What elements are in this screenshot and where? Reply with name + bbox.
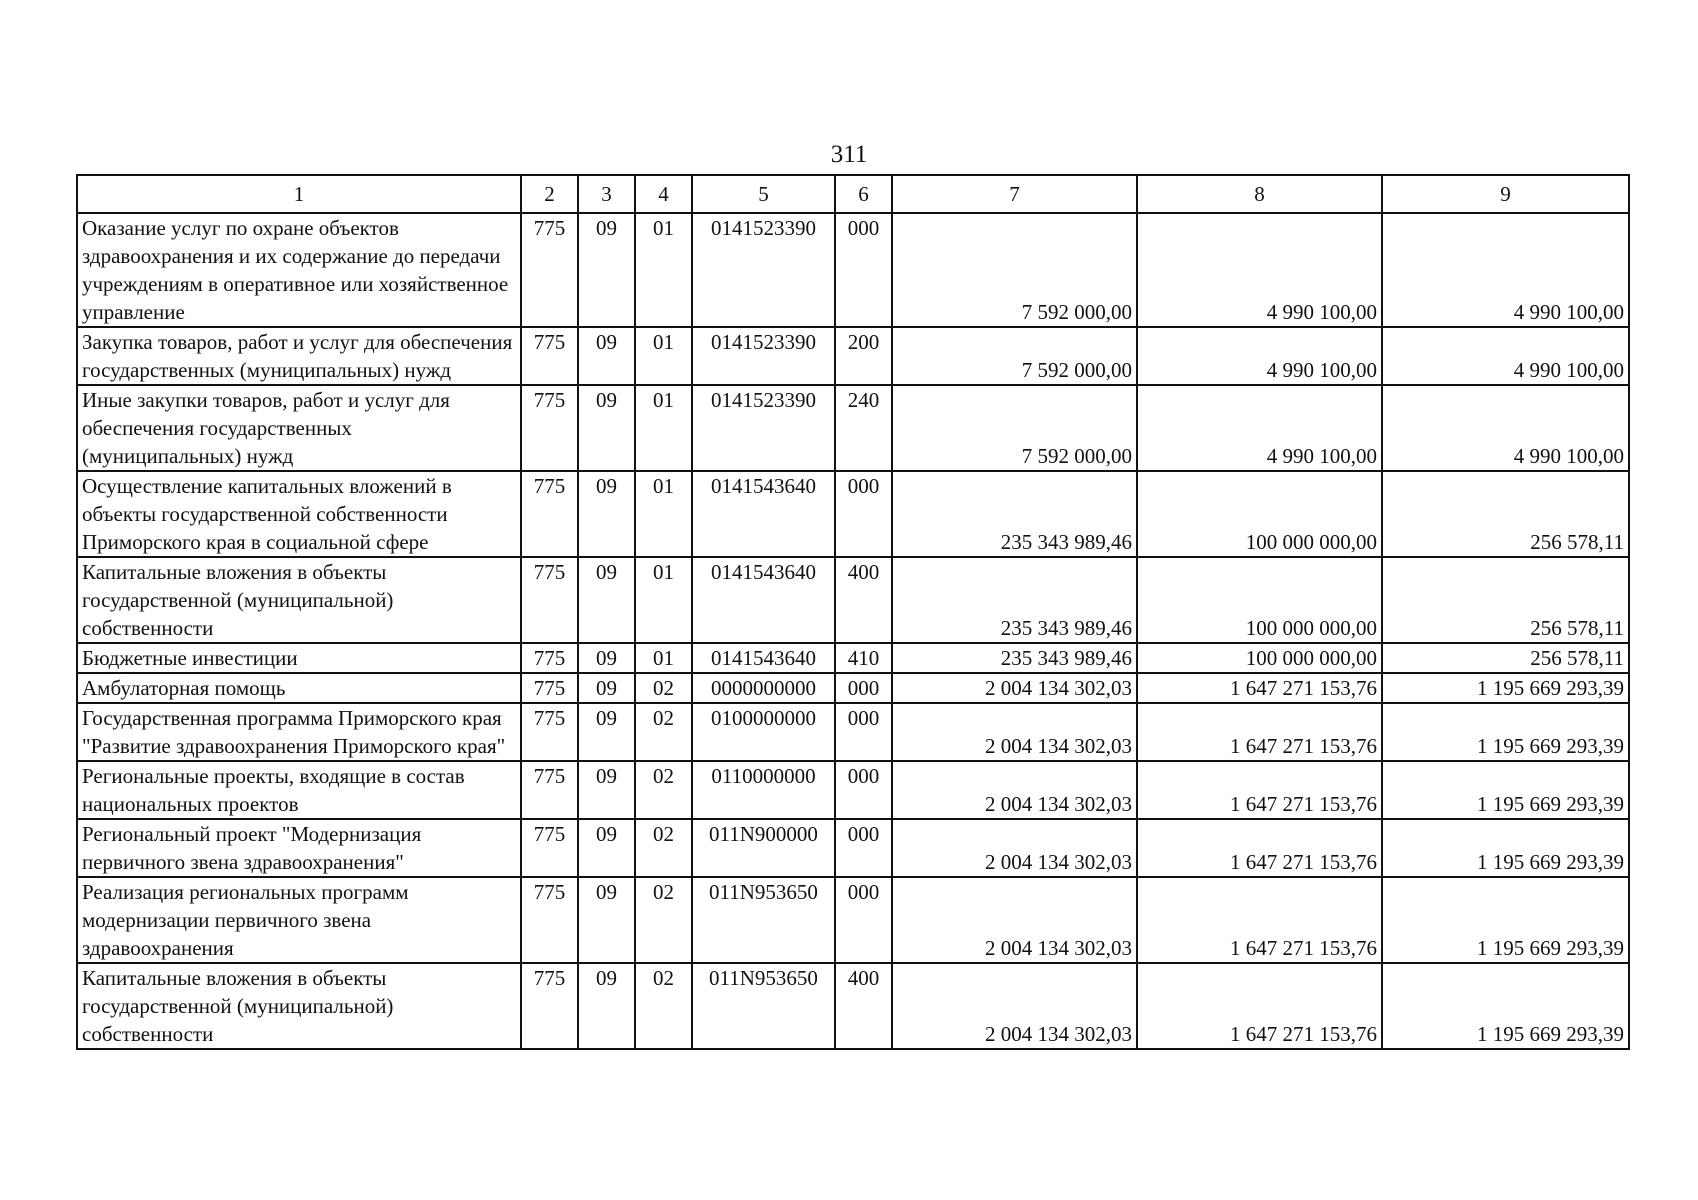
cell-target-article: 011N953650 xyxy=(692,877,835,963)
cell-amount-col9: 1 195 669 293,39 xyxy=(1382,877,1629,963)
row-name: Осуществление капитальных вложений в объекты государственной собственности Приморского края в социальной сфере xyxy=(77,471,521,557)
cell-ministry-code: 775 xyxy=(521,673,578,703)
cell-expense-type: 410 xyxy=(835,643,892,673)
cell-subsection-code: 02 xyxy=(635,963,692,1049)
cell-subsection-code: 02 xyxy=(635,673,692,703)
cell-ministry-code: 775 xyxy=(521,877,578,963)
column-header: 3 xyxy=(578,175,635,213)
header-row xyxy=(77,175,1629,213)
cell-amount-col8: 1 647 271 153,76 xyxy=(1137,761,1382,819)
cell-amount-col7: 2 004 134 302,03 xyxy=(892,673,1137,703)
cell-expense-type: 000 xyxy=(835,703,892,761)
cell-expense-type: 000 xyxy=(835,819,892,877)
cell-ministry-code: 775 xyxy=(521,643,578,673)
cell-section-code: 09 xyxy=(578,877,635,963)
cell-amount-col9: 256 578,11 xyxy=(1382,471,1629,557)
cell-amount-col7: 2 004 134 302,03 xyxy=(892,963,1137,1049)
row-name: Капитальные вложения в объекты государственной (муниципальной) собственности xyxy=(77,557,521,643)
cell-subsection-code: 02 xyxy=(635,703,692,761)
cell-ministry-code: 775 xyxy=(521,761,578,819)
row-name: Бюджетные инвестиции xyxy=(77,643,521,673)
cell-target-article: 011N953650 xyxy=(692,963,835,1049)
row-name: Государственная программа Приморского края "Развитие здравоохранения Приморского края" xyxy=(77,703,521,761)
cell-amount-col8: 100 000 000,00 xyxy=(1137,557,1382,643)
cell-amount-col7: 235 343 989,46 xyxy=(892,471,1137,557)
cell-target-article: 0141523390 xyxy=(692,213,835,327)
cell-amount-col8: 100 000 000,00 xyxy=(1137,643,1382,673)
budget-table xyxy=(76,174,1630,1050)
cell-section-code: 09 xyxy=(578,643,635,673)
cell-section-code: 09 xyxy=(578,327,635,385)
page-number: 311 xyxy=(830,141,868,168)
cell-section-code: 09 xyxy=(578,557,635,643)
cell-expense-type: 000 xyxy=(835,471,892,557)
cell-ministry-code: 775 xyxy=(521,327,578,385)
table-row xyxy=(77,213,1629,327)
cell-amount-col9: 1 195 669 293,39 xyxy=(1382,963,1629,1049)
cell-subsection-code: 01 xyxy=(635,385,692,471)
cell-amount-col7: 235 343 989,46 xyxy=(892,557,1137,643)
cell-target-article: 0141543640 xyxy=(692,557,835,643)
table-row xyxy=(77,761,1629,819)
column-header: 4 xyxy=(635,175,692,213)
cell-ministry-code: 775 xyxy=(521,819,578,877)
column-header: 5 xyxy=(692,175,835,213)
row-name: Региональный проект "Модернизация первичного звена здравоохранения" xyxy=(77,819,521,877)
cell-target-article: 0110000000 xyxy=(692,761,835,819)
row-name: Капитальные вложения в объекты государственной (муниципальной) собственности xyxy=(77,963,521,1049)
cell-target-article: 011N900000 xyxy=(692,819,835,877)
column-header: 8 xyxy=(1137,175,1382,213)
cell-amount-col8: 100 000 000,00 xyxy=(1137,471,1382,557)
cell-subsection-code: 01 xyxy=(635,213,692,327)
cell-amount-col9: 1 195 669 293,39 xyxy=(1382,761,1629,819)
cell-section-code: 09 xyxy=(578,213,635,327)
cell-target-article: 0141523390 xyxy=(692,327,835,385)
cell-amount-col8: 4 990 100,00 xyxy=(1137,385,1382,471)
cell-expense-type: 400 xyxy=(835,963,892,1049)
cell-target-article: 0141543640 xyxy=(692,643,835,673)
cell-amount-col7: 2 004 134 302,03 xyxy=(892,819,1137,877)
table-row xyxy=(77,471,1629,557)
row-name: Оказание услуг по охране объектов здравоохранения и их содержание до передачи учреждениям в оперативное или хозяйственное управление xyxy=(77,213,521,327)
row-name: Закупка товаров, работ и услуг для обеспечения государственных (муниципальных) нужд xyxy=(77,327,521,385)
cell-amount-col8: 1 647 271 153,76 xyxy=(1137,963,1382,1049)
cell-section-code: 09 xyxy=(578,703,635,761)
column-header: 9 xyxy=(1382,175,1629,213)
cell-ministry-code: 775 xyxy=(521,963,578,1049)
cell-amount-col8: 1 647 271 153,76 xyxy=(1137,819,1382,877)
cell-expense-type: 400 xyxy=(835,557,892,643)
cell-amount-col9: 256 578,11 xyxy=(1382,557,1629,643)
cell-subsection-code: 01 xyxy=(635,327,692,385)
table-row xyxy=(77,963,1629,1049)
cell-section-code: 09 xyxy=(578,963,635,1049)
cell-subsection-code: 01 xyxy=(635,643,692,673)
cell-amount-col7: 7 592 000,00 xyxy=(892,327,1137,385)
cell-subsection-code: 02 xyxy=(635,819,692,877)
table-row xyxy=(77,703,1629,761)
cell-section-code: 09 xyxy=(578,819,635,877)
cell-section-code: 09 xyxy=(578,761,635,819)
cell-subsection-code: 02 xyxy=(635,761,692,819)
column-header: 1 xyxy=(77,175,521,213)
cell-amount-col7: 2 004 134 302,03 xyxy=(892,877,1137,963)
cell-subsection-code: 01 xyxy=(635,471,692,557)
cell-amount-col9: 256 578,11 xyxy=(1382,643,1629,673)
cell-target-article: 0141543640 xyxy=(692,471,835,557)
cell-section-code: 09 xyxy=(578,673,635,703)
row-name: Амбулаторная помощь xyxy=(77,673,521,703)
cell-amount-col9: 4 990 100,00 xyxy=(1382,385,1629,471)
cell-amount-col8: 4 990 100,00 xyxy=(1137,327,1382,385)
cell-amount-col9: 1 195 669 293,39 xyxy=(1382,819,1629,877)
cell-expense-type: 200 xyxy=(835,327,892,385)
cell-amount-col7: 235 343 989,46 xyxy=(892,643,1137,673)
row-name: Региональные проекты, входящие в состав национальных проектов xyxy=(77,761,521,819)
cell-ministry-code: 775 xyxy=(521,385,578,471)
column-header: 2 xyxy=(521,175,578,213)
cell-expense-type: 240 xyxy=(835,385,892,471)
cell-amount-col9: 4 990 100,00 xyxy=(1382,213,1629,327)
table-row xyxy=(77,557,1629,643)
cell-expense-type: 000 xyxy=(835,761,892,819)
cell-amount-col9: 1 195 669 293,39 xyxy=(1382,703,1629,761)
cell-amount-col7: 2 004 134 302,03 xyxy=(892,703,1137,761)
table-row xyxy=(77,877,1629,963)
cell-expense-type: 000 xyxy=(835,213,892,327)
cell-ministry-code: 775 xyxy=(521,703,578,761)
cell-target-article: 0141523390 xyxy=(692,385,835,471)
cell-amount-col7: 7 592 000,00 xyxy=(892,385,1137,471)
cell-ministry-code: 775 xyxy=(521,471,578,557)
cell-expense-type: 000 xyxy=(835,877,892,963)
cell-amount-col7: 2 004 134 302,03 xyxy=(892,761,1137,819)
column-header: 7 xyxy=(892,175,1137,213)
cell-amount-col8: 1 647 271 153,76 xyxy=(1137,673,1382,703)
cell-ministry-code: 775 xyxy=(521,213,578,327)
cell-section-code: 09 xyxy=(578,471,635,557)
cell-amount-col8: 1 647 271 153,76 xyxy=(1137,703,1382,761)
table-row xyxy=(77,643,1629,673)
cell-amount-col8: 1 647 271 153,76 xyxy=(1137,877,1382,963)
column-header: 6 xyxy=(835,175,892,213)
cell-target-article: 0100000000 xyxy=(692,703,835,761)
row-name: Иные закупки товаров, работ и услуг для обеспечения государственных (муниципальных) нужд xyxy=(77,385,521,471)
cell-section-code: 09 xyxy=(578,385,635,471)
row-name: Реализация региональных программ модернизации первичного звена здравоохранения xyxy=(77,877,521,963)
table-row xyxy=(77,673,1629,703)
cell-subsection-code: 01 xyxy=(635,557,692,643)
cell-subsection-code: 02 xyxy=(635,877,692,963)
cell-amount-col9: 1 195 669 293,39 xyxy=(1382,673,1629,703)
cell-amount-col9: 4 990 100,00 xyxy=(1382,327,1629,385)
table-row xyxy=(77,385,1629,471)
table-row xyxy=(77,819,1629,877)
cell-ministry-code: 775 xyxy=(521,557,578,643)
cell-amount-col7: 7 592 000,00 xyxy=(892,213,1137,327)
cell-amount-col8: 4 990 100,00 xyxy=(1137,213,1382,327)
cell-target-article: 0000000000 xyxy=(692,673,835,703)
cell-expense-type: 000 xyxy=(835,673,892,703)
table-row xyxy=(77,327,1629,385)
